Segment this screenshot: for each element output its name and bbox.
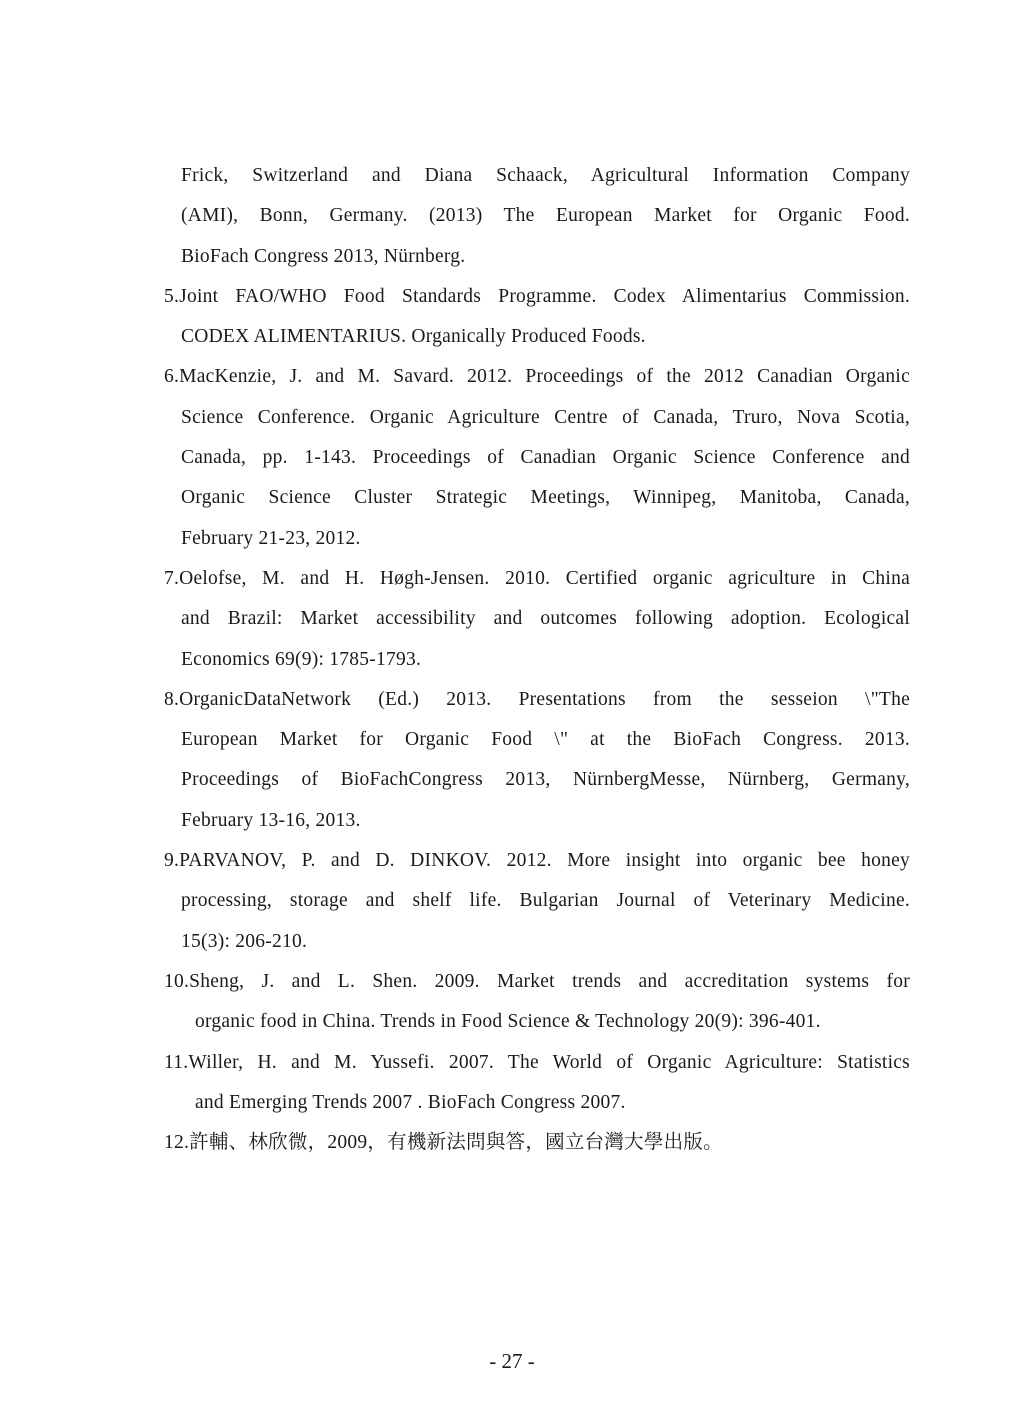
reference-line: 7.Oelofse, M. and H. Høgh-Jensen. 2010. Certified organic agriculture in China: [164, 567, 910, 589]
reference-item: [164, 680, 910, 841]
reference-line: Economics 69(9): 1785-1793.: [181, 648, 422, 670]
reference-line: February 21-23, 2012.: [181, 527, 361, 549]
reference-line: 15(3): 206-210.: [181, 930, 308, 952]
reference-line: (AMI), Bonn, Germany. (2013) The European Market for Organic Food.: [181, 205, 910, 227]
reference-item: [164, 1123, 910, 1163]
reference-line: Organic Science Cluster Strategic Meetings, Winnipeg, Manitoba, Canada,: [181, 487, 910, 509]
reference-line: Proceedings of BioFachCongress 2013, NürnbergMesse, Nürnberg, Germany,: [181, 769, 910, 791]
reference-line: 5.Joint FAO/WHO Food Standards Programme. Codex Alimentarius Commission.: [164, 285, 910, 307]
reference-line: BioFach Congress 2013, Nürnberg.: [181, 245, 466, 267]
reference-line: Science Conference. Organic Agriculture Centre of Canada, Truro, Nova Scotia,: [181, 406, 910, 428]
reference-line: Frick, Switzerland and Diana Schaack, Agricultural Information Company: [181, 165, 910, 186]
reference-item: [164, 962, 910, 1043]
reference-line: European Market for Organic Food \" at the BioFach Congress. 2013.: [181, 729, 910, 751]
reference-line: 12.許輔、林欣微，2009，有機新法問與答，國立台灣大學出版。: [164, 1132, 723, 1154]
reference-line: CODEX ALIMENTARIUS. Organically Produced Foods.: [181, 326, 646, 348]
reference-line: February 13-16, 2013.: [181, 809, 361, 831]
reference-line: and Brazil: Market accessibility and outcomes following adoption. Ecological: [181, 608, 910, 630]
reference-list: [164, 156, 910, 1163]
reference-line: Canada, pp. 1-143. Proceedings of Canadian Organic Science Conference and: [181, 447, 910, 469]
page-number: - 27 -: [489, 1349, 535, 1373]
reference-line: organic food in China. Trends in Food Science & Technology 20(9): 396-401.: [195, 1011, 821, 1033]
reference-line: 9.PARVANOV, P. and D. DINKOV. 2012. More insight into organic bee honey: [164, 850, 910, 872]
reference-item: [164, 1043, 910, 1124]
reference-line: 10.Sheng, J. and L. Shen. 2009. Market trends and accreditation systems for: [164, 970, 910, 992]
reference-line: processing, storage and shelf life. Bulgarian Journal of Veterinary Medicine.: [181, 890, 910, 912]
reference-item: [164, 357, 910, 558]
reference-line: 6.MacKenzie, J. and M. Savard. 2012. Proceedings of the 2012 Canadian Organic: [164, 366, 910, 388]
reference-line: 11.Willer, H. and M. Yussefi. 2007. The World of Organic Agriculture: Statistics: [164, 1051, 910, 1073]
reference-item: [164, 559, 910, 680]
reference-line: 8.OrganicDataNetwork (Ed.) 2013. Presentations from the sesseion \"The: [164, 688, 910, 710]
reference-line: and Emerging Trends 2007 . BioFach Congress 2007.: [195, 1091, 626, 1113]
reference-item: [164, 841, 910, 962]
reference-item: [164, 277, 910, 358]
reference-item: [164, 156, 910, 277]
